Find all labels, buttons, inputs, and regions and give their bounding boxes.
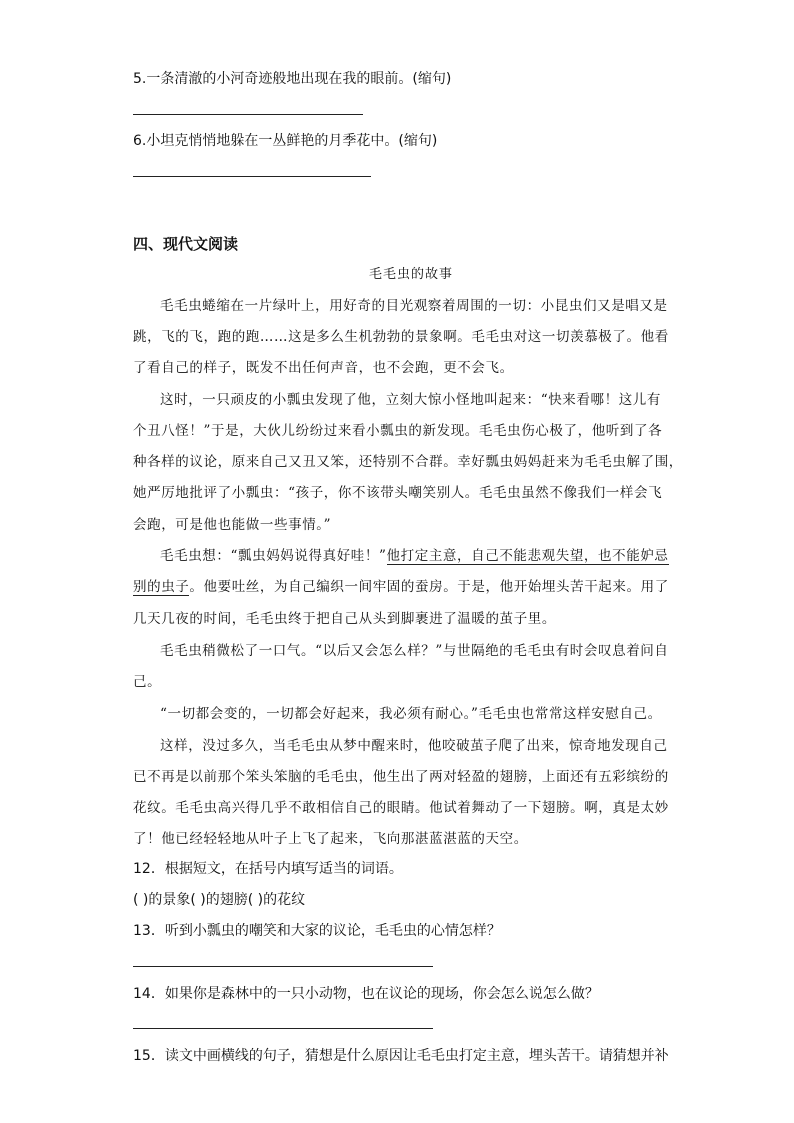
story-line: 花纹。毛毛虫高兴得几乎不敢相信自己的眼睛。他试着舞动了一下翅膀。啊，真是太妙 [133,800,669,816]
question-12-blanks[interactable]: ( )的景象( )的翅膀( )的花纹 [133,892,306,908]
question-5: 5.一条清澈的小河奇迹般地出现在我的眼前。(缩句) [133,71,452,87]
underlined-sentence: 别的虫子 [133,579,190,595]
story-line: 她严厉地批评了小瓢虫：“孩子，你不该带头嘲笑别人。毛毛虫虽然不像我们一样会飞 [133,485,663,501]
underlined-sentence: 他打定主意，自己不能悲观失望，也不能妒忌 [386,548,669,564]
story-line [160,544,669,564]
story-line: 这样，没过多久，当毛毛虫从梦中醒来时，他咬破茧子爬了出来，惊奇地发现自己 [160,738,668,754]
question-13: 13．听到小瓢虫的嘲笑和大家的议论，毛毛虫的心情怎样？ [133,923,501,939]
question-12: 12．根据短文，在括号内填写适当的词语。 [133,861,403,877]
story-line: 个丑八怪！”于是，大伙儿纷纷过来看小瓢虫的新发现。毛毛虫伤心极了，他听到了各 [133,423,663,439]
story-line: 几天几夜的时间，毛毛虫终于把自己从头到脚裹进了温暖的茧子里。 [133,611,556,627]
story-line: 种各样的议论，原来自己又丑又笨，还特别不合群。幸好瓢虫妈妈赶来为毛毛虫解了围， [133,454,683,470]
story-title: 毛毛虫的故事 [369,267,454,282]
section-heading: 四、现代文阅读 [133,235,239,253]
story-text: 毛毛虫想：“瓢虫妈妈说得真好哇！” [160,548,387,564]
story-line: 跳，飞的飞，跑的跑……这是多么生机勃勃的景象啊。毛毛虫对这一切羡慕极了。他看 [133,329,669,345]
story-line: “一切都会变的，一切都会好起来，我必须有耐心。”毛毛虫也常常这样安慰自己。 [160,706,662,722]
story-line: 了看自己的样子，既发不出任何声音，也不会跑，更不会飞。 [133,360,514,376]
story-line: 毛毛虫稍微松了一口气。“以后又会怎么样？”与世隔绝的毛毛虫有时会叹息着问自 [160,643,669,659]
story-line: 这时，一只顽皮的小瓢虫发现了他，立刻大惊小怪地叫起来：“快来看哪！这儿有 [160,392,662,408]
story-line: 会跑，可是他也能做一些事情。” [133,517,332,533]
answer-line-5[interactable] [133,114,363,115]
story-text: 。他要吐丝，为自己编织一间牢固的蚕房。于是，他开始埋头苦干起来。用了 [189,579,669,595]
answer-line-13[interactable] [133,966,433,967]
story-line: 毛毛虫蜷缩在一片绿叶上，用好奇的目光观察着周围的一切：小昆虫们又是唱又是 [160,298,668,314]
answer-line-14[interactable] [133,1028,433,1029]
story-line [133,575,669,595]
story-line: 了！他已经轻轻地从叶子上飞了起来，飞向那湛蓝湛蓝的天空。 [133,831,528,847]
question-14: 14．如果你是森林中的一只小动物，也在议论的现场，你会怎么说怎么做？ [133,986,599,1002]
question-15: 15．读文中画横线的句子，猜想是什么原因让毛毛虫打定主意，埋头苦干。请猜想并补 [133,1048,669,1064]
answer-line-6[interactable] [133,176,371,177]
story-line: 已不再是以前那个笨头笨脑的毛毛虫，他生出了两对轻盈的翅膀，上面还有五彩缤纷的 [133,769,669,785]
story-line: 己。 [133,674,162,690]
question-6: 6.小坦克悄悄地躲在一丛鲜艳的月季花中。(缩句) [133,133,438,149]
